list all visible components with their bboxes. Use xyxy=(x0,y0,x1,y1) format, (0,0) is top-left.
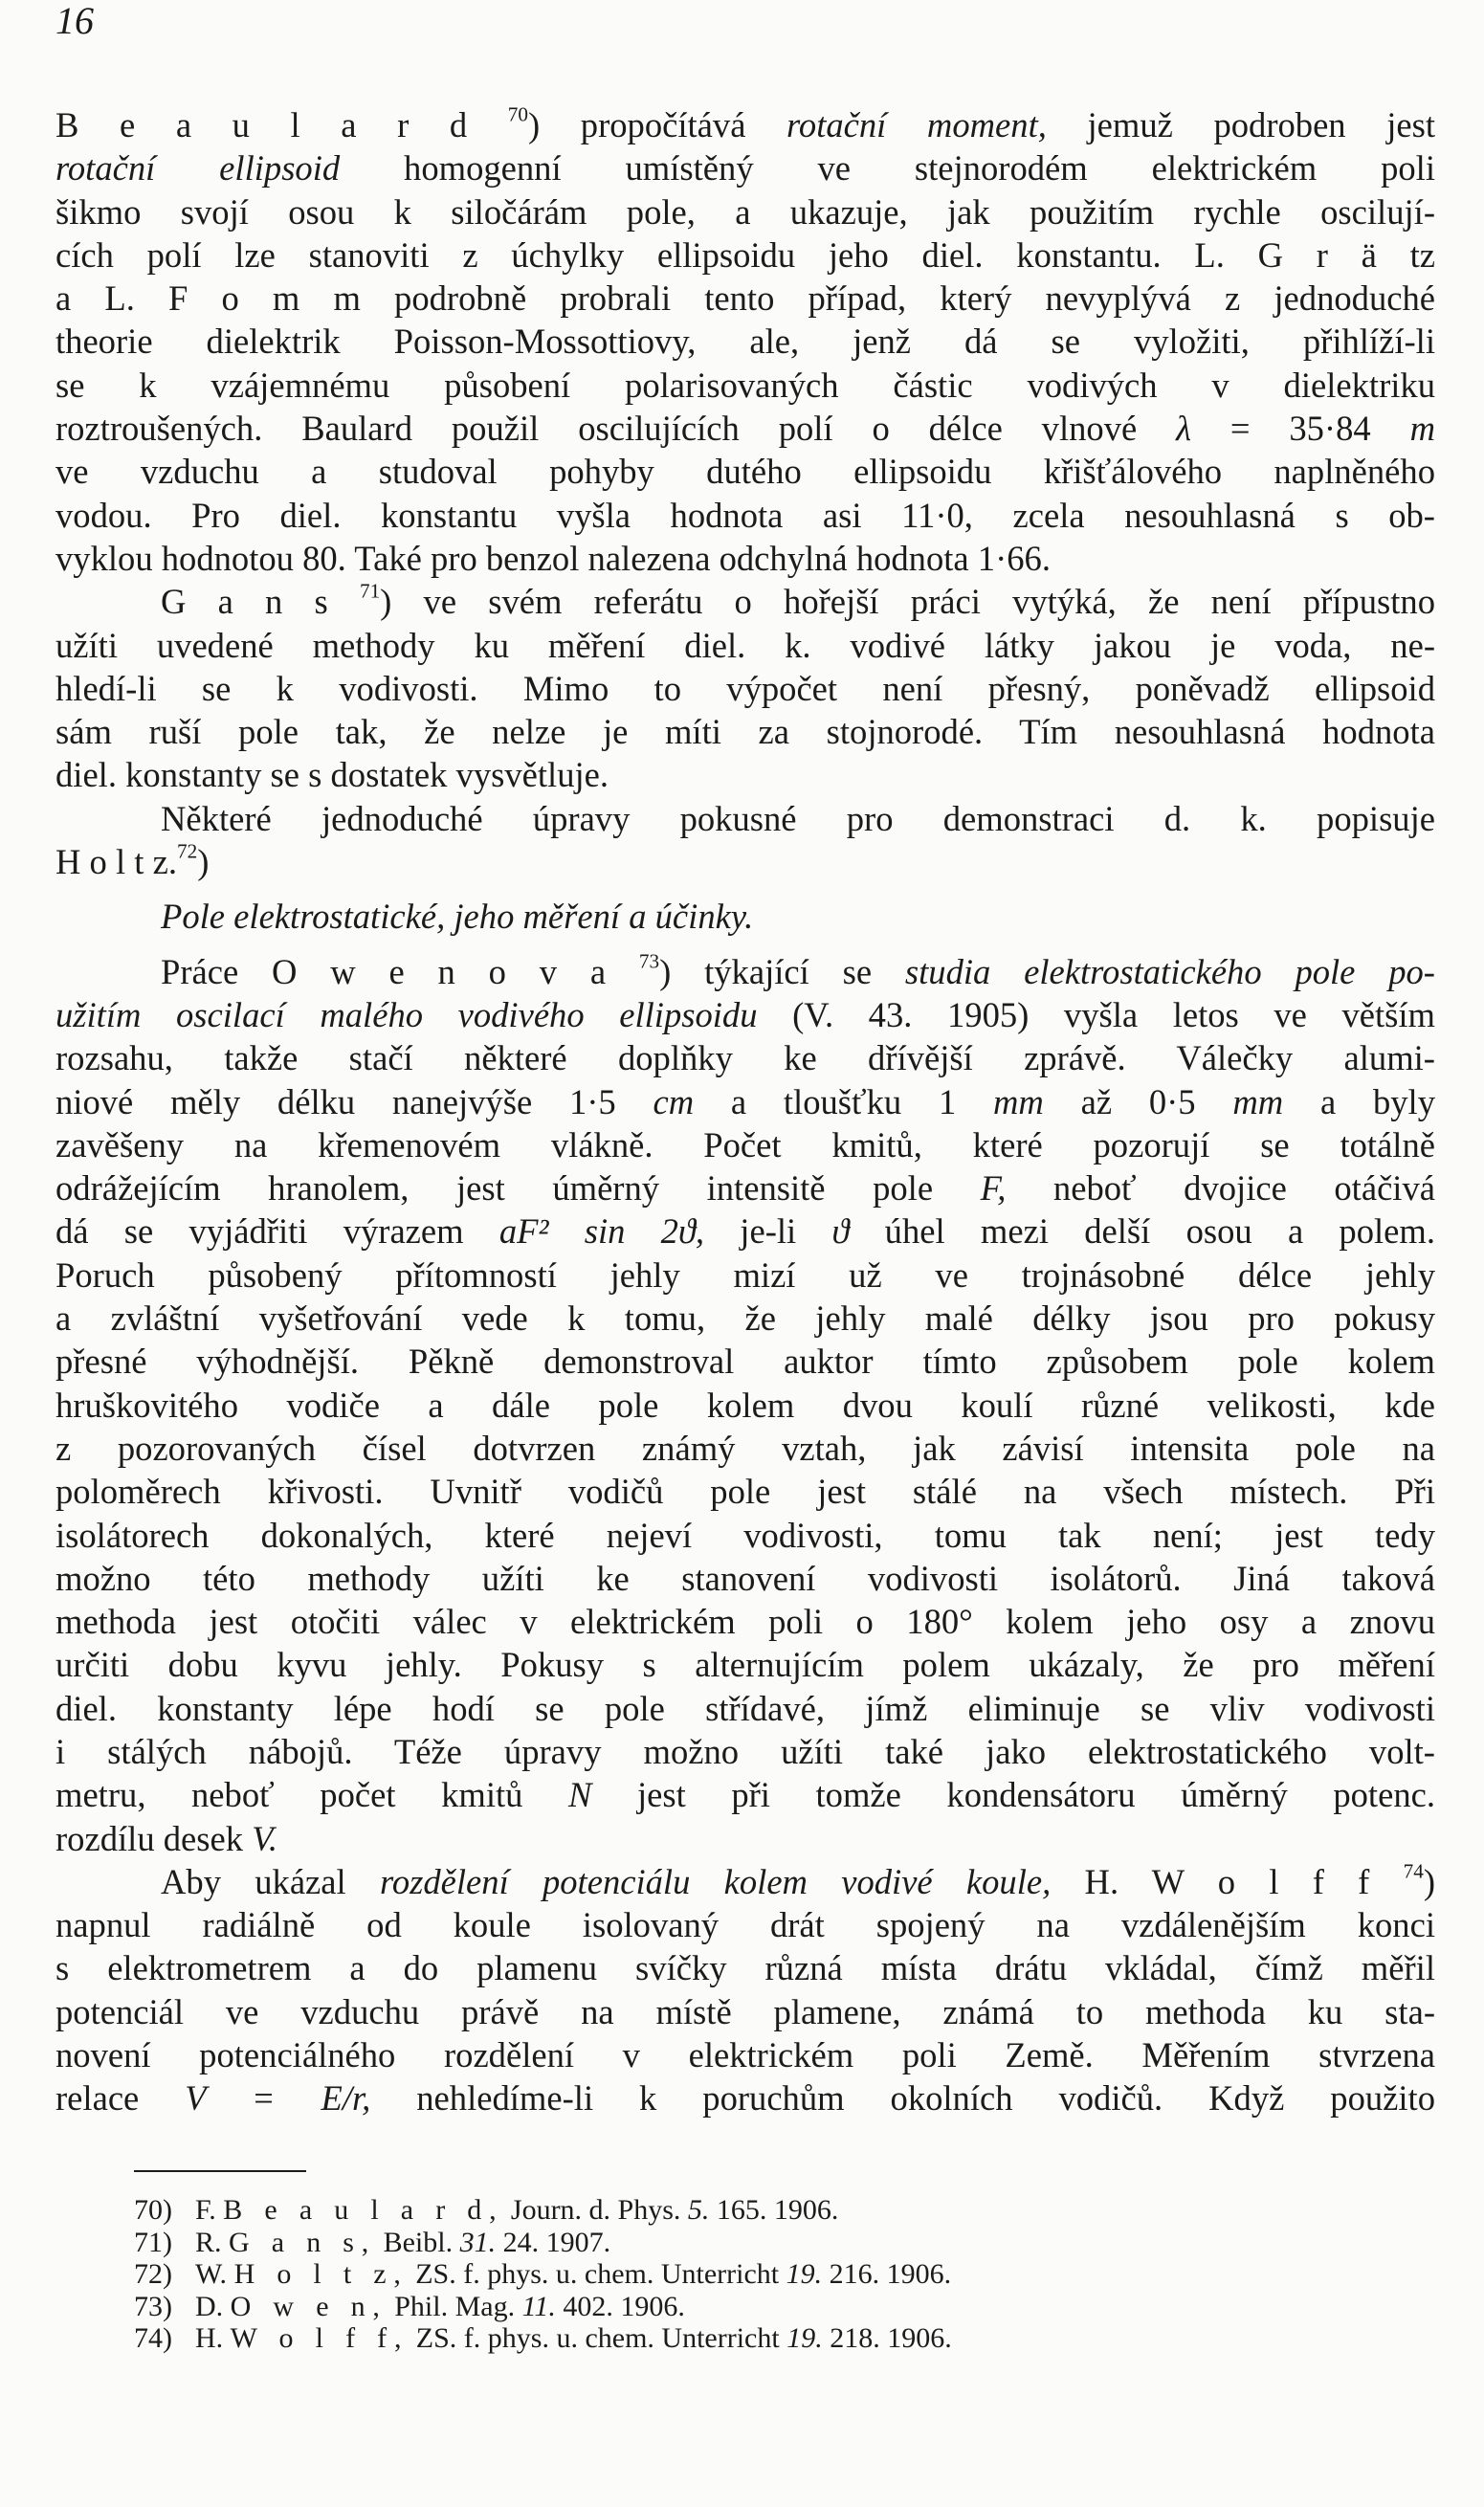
text-segment: ) propočítává xyxy=(528,105,787,144)
text-segment: úhel mezi delší osou a polem. xyxy=(849,1211,1435,1252)
text-segment: s elektrometrem a do plamenu svíčky různá místa drátu vkládal, čímž měřil xyxy=(55,1948,1435,1988)
text-line xyxy=(55,950,1435,993)
text-line xyxy=(55,146,1435,189)
text-line xyxy=(55,1427,1435,1470)
text-segment: je-li xyxy=(704,1211,832,1252)
text-segment: niové měly délku nanejvýše 1·5 xyxy=(55,1081,653,1121)
text-line xyxy=(55,190,1435,233)
text-segment: rotační moment, xyxy=(786,105,1047,144)
text-segment: poloměrech křivosti. Uvnitř vodičů pole jest stálé na všech místech. Při xyxy=(55,1472,1435,1512)
text-segment: napnul radiálně od koule isolovaný drát spojený na vzdálenějším konci xyxy=(55,1905,1435,1945)
text-segment: a tloušťku 1 xyxy=(694,1081,994,1121)
text-segment: mm xyxy=(1232,1081,1284,1121)
text-segment: rotační ellipsoid xyxy=(55,148,341,189)
text-segment: G a n s, xyxy=(229,2226,377,2258)
text-line xyxy=(55,1384,1435,1427)
text-segment: užíti uvedené methody ku měření diel. k. vodivé látky jakou je voda, ne- xyxy=(55,625,1435,665)
text-line xyxy=(55,840,1435,883)
footnote-number: 70) xyxy=(134,2194,172,2226)
text-line xyxy=(55,1297,1435,1340)
text-segment: jemuž podroben jest xyxy=(1046,105,1435,144)
text-segment: metru, neboť počet kmitů xyxy=(55,1775,568,1815)
body-text xyxy=(55,103,1435,2120)
text-segment: hledí-li se k vodivosti. Mimo to výpočet není přesný, poněvadž ellipsoid xyxy=(55,668,1435,708)
text-segment: diel. konstanty lépe hodí se pole střídavé, jímž eliminuje se vliv vodivosti xyxy=(55,1688,1435,1728)
text-segment: = 35·84 xyxy=(1190,409,1410,449)
text-line xyxy=(55,667,1435,710)
text-segment: přesné výhodnější. Pěkně demonstroval auktor tímto způsobem pole kolem xyxy=(55,1342,1435,1382)
text-line xyxy=(55,1470,1435,1513)
text-segment: ve vzduchu a studoval pohyby dutého ellipsoidu křišťálového naplněného xyxy=(55,452,1435,492)
footnote xyxy=(134,2194,952,2227)
text-segment: H. xyxy=(195,2322,231,2354)
text-segment: 31. xyxy=(459,2226,497,2258)
text-segment: Journ. d. Phys. xyxy=(503,2194,688,2226)
text-line xyxy=(55,494,1435,537)
text-segment: H. W o l f f xyxy=(1051,1861,1404,1901)
text-segment: aF² sin 2ϑ, xyxy=(498,1211,705,1252)
text-segment: G a n s xyxy=(161,582,360,622)
text-segment: ) xyxy=(197,842,210,882)
text-segment: neboť dvojice otáčivá xyxy=(1006,1168,1435,1209)
text-segment: a byly xyxy=(1283,1081,1435,1121)
text-segment: až 0·5 xyxy=(1043,1081,1233,1121)
footnote xyxy=(134,2258,952,2291)
text-segment: (V. 43. 1905) vyšla letos ve větším xyxy=(757,994,1435,1034)
text-segment: ) ve svém referátu o hořejší práci vytýká, že není přípustno xyxy=(380,582,1435,622)
text-line xyxy=(55,1080,1435,1123)
text-segment: Poruch působený přítomností jehly mizí už ve trojnásobné délce jehly xyxy=(55,1254,1435,1295)
text-segment: 218. 1906. xyxy=(822,2322,952,2354)
section-heading xyxy=(55,895,1435,938)
text-segment: vyklou hodnotou 80. Také pro benzol nalezena odchylná hodnota 1·66. xyxy=(55,538,1051,578)
text-line xyxy=(55,1946,1435,1989)
text-line xyxy=(55,277,1435,320)
text-segment: 11. xyxy=(521,2290,556,2322)
text-line xyxy=(55,407,1435,450)
text-line xyxy=(55,1773,1435,1816)
text-segment: Phil. Mag. xyxy=(387,2290,522,2322)
text-segment: ) týkající se xyxy=(659,951,905,991)
footnote xyxy=(134,2227,952,2259)
text-segment: V. xyxy=(252,1818,277,1858)
text-segment: 216. 1906. xyxy=(822,2258,952,2290)
text-line xyxy=(55,320,1435,363)
text-line xyxy=(55,797,1435,840)
text-segment: homogenní umístěný ve stejnorodém elektrickém poli xyxy=(340,148,1435,189)
text-line xyxy=(55,450,1435,493)
text-segment: roztroušených. Baulard použil oscilujících polí o délce vlnové xyxy=(55,409,1177,449)
text-segment: rozdílu desek xyxy=(55,1818,253,1858)
footnote-separator xyxy=(134,2170,306,2172)
text-segment: H o l t z, xyxy=(233,2258,409,2290)
text-line xyxy=(55,2076,1435,2119)
footnote-ref: 74 xyxy=(1403,1859,1424,1883)
text-line xyxy=(55,2033,1435,2076)
footnote xyxy=(134,2291,952,2323)
text-segment: zavěšeny na křemenovém vlákně. Počet kmitů, které pozorují se totálně xyxy=(55,1124,1435,1165)
text-segment: šikmo svojí osou k siločárám pole, a ukazuje, jak použitím rychle oscilují- xyxy=(55,191,1435,232)
text-segment: D. xyxy=(195,2290,231,2322)
text-segment: Práce O w e n o v a xyxy=(161,951,639,991)
text-segment: Beibl. xyxy=(376,2226,460,2258)
text-segment: jest při tomže kondensátoru úměrný potenc. xyxy=(591,1775,1435,1815)
footnote-number: 74) xyxy=(134,2322,172,2354)
text-line xyxy=(55,710,1435,753)
text-segment: rozsahu, takže stačí některé doplňky ke dřívější zprávě. Válečky alumi- xyxy=(55,1038,1435,1078)
text-segment: 19. xyxy=(786,2322,823,2354)
text-segment: možno této methody užíti ke stanovení vodivosti isolátorů. Jiná taková xyxy=(55,1558,1435,1598)
text-segment: H o l t z. xyxy=(55,842,177,882)
text-segment: dá se vyjádřiti výrazem xyxy=(55,1211,499,1252)
text-segment: vodou. Pro diel. konstantu vyšla hodnota asi 11·0, zcela nesouhlasná s ob- xyxy=(55,495,1435,535)
text-segment: ZS. f. phys. u. chem. Unterricht xyxy=(409,2322,787,2354)
footnote-ref: 70 xyxy=(507,103,528,126)
text-segment: Pole elektrostatické, jeho měření a účinky. xyxy=(161,897,754,937)
text-line xyxy=(55,1600,1435,1643)
text-line xyxy=(55,1643,1435,1686)
text-segment: a L. F o m m podrobně probrali tento případ, který nevyplývá z jednoduché xyxy=(55,278,1435,319)
footnote-ref: 73 xyxy=(638,949,660,973)
text-segment: novení potenciálného rozdělení v elektrickém poli Země. Měřením stvrzena xyxy=(55,2035,1435,2075)
footnote-number: 71) xyxy=(134,2226,172,2258)
text-segment: potenciál ve vzduchu právě na místě plamene, známá to methoda ku sta- xyxy=(55,1991,1435,2031)
text-line xyxy=(55,103,1435,146)
text-line xyxy=(55,537,1435,580)
text-segment: Některé jednoduché úpravy pokusné pro demonstraci d. k. popisuje xyxy=(161,798,1435,838)
text-segment: B e a u l a r d xyxy=(55,105,508,144)
text-segment: diel. konstanty se s dostatek vysvětluje. xyxy=(55,755,609,795)
text-segment: 402. 1906. xyxy=(555,2290,685,2322)
text-segment: relace xyxy=(55,2078,186,2119)
text-segment: B e a u l a r d, xyxy=(223,2194,504,2226)
text-segment: W. xyxy=(195,2258,234,2290)
text-segment: F. xyxy=(195,2194,224,2226)
text-line xyxy=(55,1209,1435,1253)
text-segment: O w e n, xyxy=(230,2290,388,2322)
text-segment: rozdělení potenciálu kolem vodivé koule, xyxy=(379,1861,1052,1901)
text-line xyxy=(55,1340,1435,1383)
text-line xyxy=(55,1166,1435,1209)
text-line xyxy=(55,753,1435,796)
text-segment: theorie dielektrik Poisson-Mossottiovy, ale, jenž dá se vyložiti, přihlíží-li xyxy=(55,322,1435,362)
text-line xyxy=(55,364,1435,407)
text-line xyxy=(55,1254,1435,1297)
text-segment: methoda jest otočiti válec v elektrickém poli o 180° kolem jeho osy a znovu xyxy=(55,1602,1435,1642)
text-line xyxy=(55,1687,1435,1730)
text-segment: a zvláštní vyšetřování vede k tomu, že jehly malé délky jsou pro pokusy xyxy=(55,1298,1435,1339)
text-line xyxy=(55,1817,1435,1860)
text-line xyxy=(55,1903,1435,1946)
text-line xyxy=(55,1730,1435,1773)
text-segment: ) xyxy=(1423,1861,1435,1901)
text-segment: odrážejícím hranolem, jest úměrný intensitě pole xyxy=(55,1168,981,1209)
footnote-ref: 71 xyxy=(359,580,381,603)
footnotes xyxy=(134,2194,952,2355)
text-segment: i stálých nábojů. Téže úpravy možno užíti také jako elektrostatického volt- xyxy=(55,1731,1435,1771)
text-segment: hruškovitého vodiče a dále pole kolem dvou koulí různé velikosti, kde xyxy=(55,1385,1435,1425)
text-line xyxy=(55,1860,1435,1903)
text-segment: z pozorovaných čísel dotvrzen známý vztah, jak závisí intensita pole na xyxy=(55,1428,1435,1468)
text-segment: užitím oscilací malého vodivého ellipsoidu xyxy=(55,994,758,1034)
text-segment: mm xyxy=(993,1081,1044,1121)
text-line xyxy=(55,233,1435,277)
text-segment: určiti dobu kyvu jehly. Pokusy s alternujícím polem ukázaly, že pro měření xyxy=(55,1645,1435,1685)
footnote xyxy=(134,2322,952,2355)
text-segment: m xyxy=(1409,409,1435,449)
text-line xyxy=(55,993,1435,1036)
text-segment: 19. xyxy=(786,2258,823,2290)
text-segment: ϑ xyxy=(831,1211,850,1252)
text-line xyxy=(55,1990,1435,2033)
text-segment: V = E/r, xyxy=(185,2078,371,2119)
footnote-number: 73) xyxy=(134,2290,172,2322)
text-segment: sám ruší pole tak, že nelze je míti za stojnorodé. Tím nesouhlasná hodnota xyxy=(55,712,1435,752)
text-segment: cích polí lze stanoviti z úchylky ellipsoidu jeho diel. konstantu. L. G r ä tz xyxy=(55,234,1435,275)
text-line xyxy=(55,1557,1435,1600)
text-segment: Aby ukázal xyxy=(161,1861,380,1901)
footnote-ref: 72 xyxy=(177,840,198,863)
text-segment: nehledíme-li k poruchům okolních vodičů. Když použito xyxy=(370,2078,1435,2119)
page-number: 16 xyxy=(55,0,94,42)
text-segment: studia elektrostatického pole po- xyxy=(904,951,1435,991)
text-segment: 24. 1907. xyxy=(496,2226,611,2258)
text-line xyxy=(55,624,1435,667)
text-segment: N xyxy=(568,1775,592,1815)
text-line xyxy=(55,1123,1435,1166)
text-line xyxy=(55,580,1435,623)
text-segment: 5. xyxy=(687,2194,710,2226)
text-segment: λ xyxy=(1176,409,1191,449)
text-segment: se k vzájemnému působení polarisovaných částic vodivých v dielektriku xyxy=(55,365,1435,405)
text-segment: ZS. f. phys. u. chem. Unterricht xyxy=(408,2258,786,2290)
text-segment: R. xyxy=(195,2226,230,2258)
footnote-number: 72) xyxy=(134,2258,172,2290)
text-segment: cm xyxy=(653,1081,695,1121)
text-line xyxy=(55,1036,1435,1079)
text-line xyxy=(55,1514,1435,1557)
text-segment: isolátorech dokonalých, které nejeví vodivosti, tomu tak není; jest tedy xyxy=(55,1515,1435,1555)
text-segment: F, xyxy=(980,1168,1007,1209)
text-segment: 165. 1906. xyxy=(709,2194,839,2226)
text-segment: W o l f f, xyxy=(230,2322,410,2354)
